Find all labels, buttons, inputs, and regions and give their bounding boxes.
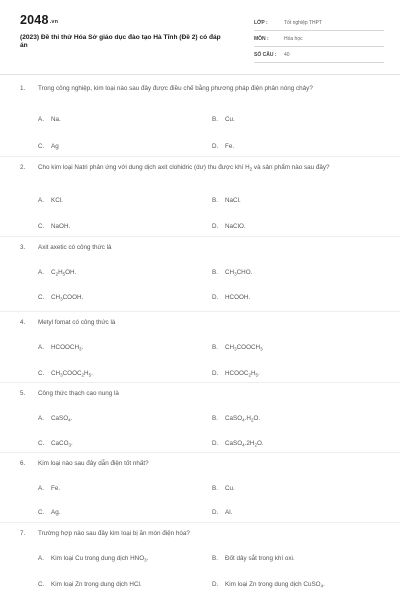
option-text: $C_2H_5OH$. [51,269,77,277]
question-item [20,163,386,230]
meta-value: Hóa học [284,36,303,42]
option-text: Đốt dây sắt trong khí oxi. [225,555,295,562]
option-text: HCOOH. [225,294,251,301]
answer-option-b[interactable] [212,555,295,562]
site-logo[interactable] [20,13,58,27]
meta-row-subject [254,32,384,47]
question-item [20,84,386,150]
question-text: Trường hợp nào sau đây kim loại bị ăn mòn điện hóa? [38,530,190,537]
answer-option-a[interactable] [38,197,63,204]
answer-option-c[interactable] [38,440,73,448]
option-letter: A. [38,415,44,422]
answer-option-c[interactable] [38,581,142,588]
question-divider [0,311,400,312]
answer-option-a[interactable] [38,269,76,277]
header-divider [0,74,400,75]
question-divider [0,156,400,157]
question-number: 1. [20,85,26,92]
option-text: Ag [51,143,59,150]
option-letter: A. [38,555,44,562]
option-letter: C. [38,294,45,301]
answer-options [38,327,386,378]
option-letter: B. [212,116,218,123]
answer-option-a[interactable] [38,485,60,492]
question-item [20,389,386,448]
answer-option-d[interactable] [212,509,232,516]
answer-option-c[interactable] [38,370,93,378]
exam-meta [254,16,384,64]
answer-option-d[interactable] [212,223,246,230]
answer-options [38,538,386,589]
option-text: Fe. [51,485,61,492]
option-letter: D. [212,370,219,377]
option-text: $CH_3COOC_2H_5$. [51,370,93,378]
option-letter: D. [212,222,219,230]
option-text: $HCOOCH_3$. [51,344,84,352]
answer-option-a[interactable] [38,555,148,563]
question-divider [0,236,400,237]
answer-options [38,468,386,516]
answer-option-c[interactable] [38,223,70,230]
option-letter: A. [38,269,44,276]
question-item [20,318,386,378]
question-item [20,243,386,302]
option-letter: A. [38,196,44,204]
option-text: Kim loại Cu trong dung dịch $HNO_3$. [51,555,149,563]
option-text: $CH_3CHO$. [225,269,253,277]
meta-label: LỚP : [254,20,268,26]
answer-option-b[interactable] [212,197,241,204]
question-divider [0,382,400,383]
question-stem [20,389,386,398]
option-letter: A. [38,116,44,123]
answer-option-b[interactable] [212,415,260,423]
answer-option-c[interactable] [38,509,60,516]
option-text: $CaSO_4.H_2O$. [225,415,261,423]
option-text: NaClO. [225,222,246,230]
question-divider [0,452,400,453]
answer-option-b[interactable] [212,269,252,277]
question-number: 7. [20,530,26,537]
question-stem [20,84,386,93]
option-text: NaOH. [51,222,71,230]
answer-option-d[interactable] [212,370,260,378]
option-text: Cu. [225,116,235,123]
question-stem [20,243,386,252]
option-letter: C. [38,581,45,588]
meta-value: 40 [284,52,290,58]
question-stem [20,529,386,538]
logo-text: 2048 [20,13,49,27]
option-letter: C. [38,222,45,230]
question-divider [0,522,400,523]
question-number: 3. [20,244,26,251]
option-text: Na. [51,116,61,123]
option-text: NaCl. [225,196,241,204]
option-text: Kim loại Zn trong dung dịch HCl. [51,581,142,588]
option-letter: D. [212,509,219,516]
option-letter: A. [38,344,44,351]
answer-options [38,398,386,448]
question-stem [20,459,386,468]
question-text: Trong công nghiệp, kim loại nào sau đây được điều chế bằng phương pháp điện phân nóng chảy? [38,85,313,92]
option-letter: B. [212,344,218,351]
option-text: CaCO$_3$. [51,440,73,448]
option-letter: B. [212,196,218,204]
meta-value: Tốt nghiệp THPT [284,20,322,26]
option-text: $HCOOC_2H_5$. [225,370,260,378]
option-text: Cu. [225,485,235,492]
option-text: Ag. [51,509,61,516]
question-text: Cho kim loại Natri phản ứng với dung dịch axit clohidric (dư) thu được khí $H_2$ và sản phẩm nào sau đây? [38,164,330,172]
answer-option-b[interactable] [212,485,235,492]
option-text: $CH_3COOH$. [51,294,84,302]
option-letter: D. [212,294,219,301]
meta-row-count [254,48,384,63]
question-text: Kim loại nào sau đây dẫn điện tốt nhất? [38,460,149,467]
answer-option-a[interactable] [38,116,61,123]
answer-option-a[interactable] [38,415,72,423]
question-number: 4. [20,319,26,326]
answer-options [38,252,386,302]
answer-option-d[interactable] [212,440,264,448]
meta-label: MÔN : [254,36,269,42]
option-letter: B. [212,415,218,422]
question-item [20,529,386,589]
answer-option-d[interactable] [212,143,234,150]
option-text: $CH_3COOCH_3$ [225,344,263,352]
answer-option-a[interactable] [38,344,83,352]
question-text: Metyl fomat có công thức là [38,319,116,326]
answer-option-c[interactable] [38,143,59,150]
option-letter: C. [38,143,45,150]
question-item [20,459,386,516]
option-letter: D. [212,143,219,150]
option-letter: C. [38,370,45,377]
logo-suffix: .vn [49,19,59,25]
option-text: $CaSO_4.2H_2O$. [225,440,264,448]
question-number: 6. [20,460,26,467]
question-number: 5. [20,390,26,397]
answer-options [38,174,386,230]
question-text: Công thức thạch cao nung là [38,390,119,397]
option-letter: B. [212,555,218,562]
answer-option-b[interactable] [212,344,263,352]
option-letter: C. [38,509,45,516]
answer-option-d[interactable] [212,294,250,301]
option-text: Al. [225,509,233,516]
question-number: 2. [20,164,26,171]
option-text: Fe. [225,143,235,150]
option-letter: D. [212,581,219,588]
option-letter: D. [212,440,219,447]
meta-label: SỐ CÂU : [254,52,277,58]
question-stem [20,163,386,174]
question-stem [20,318,386,327]
answer-option-d[interactable] [212,581,325,589]
option-letter: B. [212,485,218,492]
answer-option-b[interactable] [212,116,235,123]
option-letter: C. [38,440,45,447]
question-text: Axit axetic có công thức là [38,244,112,251]
answer-option-c[interactable] [38,294,83,302]
option-text: KCl. [51,196,63,204]
option-letter: A. [38,485,44,492]
meta-row-class [254,16,384,31]
option-letter: B. [212,269,218,276]
option-text: CaSO$_4$. [51,415,73,423]
option-text: Kim loại Zn trong dung dịch CuSO$_4$. [225,581,325,589]
exam-title: (2023) Đề thi thử Hóa Sở giáo dục đào tạo Hà Tĩnh (Đề 2) có đáp án [20,34,221,50]
answer-options [38,93,386,150]
exam-header [0,0,400,74]
